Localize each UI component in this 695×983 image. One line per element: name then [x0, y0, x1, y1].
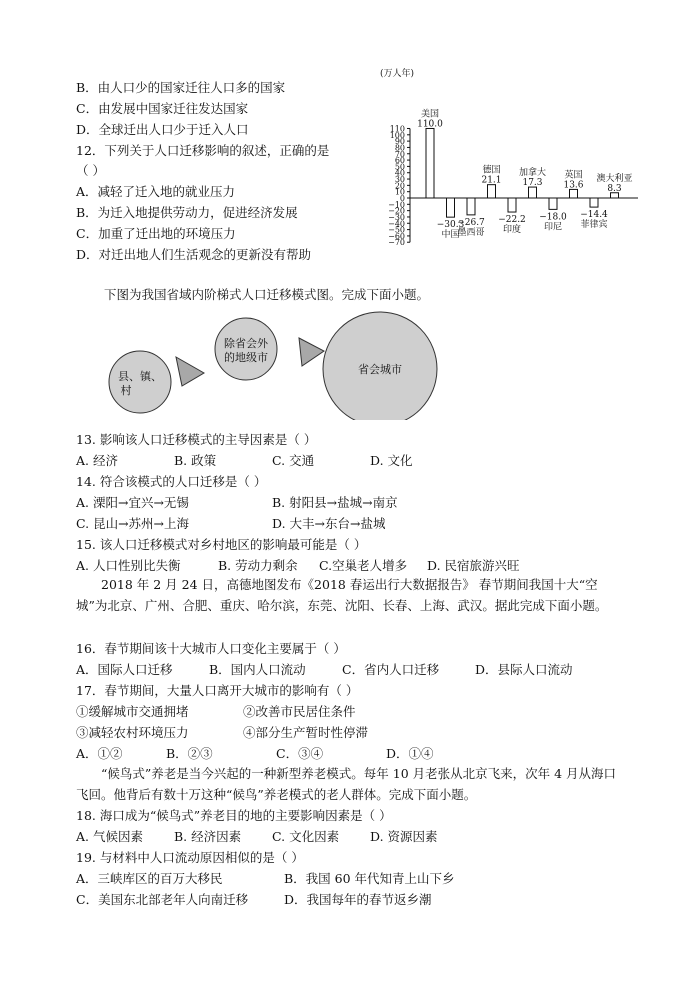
- category-label: 美国: [420, 109, 440, 120]
- y-tick-label: 70: [394, 149, 405, 159]
- value-label: 21.1: [481, 175, 502, 186]
- y-tick-label: 30: [394, 175, 405, 185]
- q15-options: [76, 558, 520, 574]
- bar: [508, 198, 516, 212]
- q17-options: [76, 746, 434, 762]
- q17-statements-12: [76, 704, 356, 720]
- y-tick-label: −10: [388, 200, 405, 210]
- q17-stem: 17．春节期间，大量人口离开大城市的影响有（ ）: [76, 683, 359, 698]
- county-town-village-label-2: 村: [120, 384, 132, 397]
- bar: [467, 198, 475, 215]
- q13-options: [76, 453, 413, 469]
- q12-stem: 12．下列关于人口迁移影响的叙述，正确的是: [76, 143, 330, 158]
- y-tick-label: −20: [388, 206, 405, 216]
- q15-option-d: D. 民宿旅游兴旺: [427, 558, 520, 573]
- y-tick-label: 110: [389, 124, 405, 134]
- y-tick-label: 60: [394, 156, 405, 166]
- q16-option-d: D．县际人口流动: [475, 662, 573, 677]
- stepwise-migration-diagram: [100, 302, 440, 420]
- q15-option-a: A. 人口性别比失衡: [76, 558, 181, 573]
- q19-option-a: A．三峡库区的百万大移民: [76, 871, 223, 886]
- y-tick-label: 50: [394, 162, 405, 172]
- q14-option-b: B. 射阳县→盐城→南京: [272, 495, 398, 510]
- passage-18-19: “候鸟式”养老是当今兴起的一种新型养老模式。每年 10 月老张从北京飞来，次年 4 月从海口飞回。他背后有数十万这种“候鸟”养老模式的老人群体。完成下面小题。: [76, 766, 617, 802]
- q19-option-b: B．我国 60 年代知青上山下乡: [284, 871, 455, 886]
- q17-statements-34: [76, 725, 368, 741]
- q15-option-c: C.空巢老人增多: [319, 558, 408, 573]
- q17-option-a: A．①②: [76, 746, 123, 761]
- value-label: 17.3: [522, 178, 543, 189]
- q16-stem: 16．春节期间该十大城市人口变化主要属于（ ）: [76, 641, 346, 656]
- bar: [590, 198, 598, 207]
- passage-16-17: 2018 年 2 月 24 日，高德地图发布《2018 春运出行大数据报告》 春节期间我国十大“空城”为北京、广州、合肥、重庆、哈尔滨，东莞、沈阳、长春、上海、武汉。据此完成下面小题。: [76, 577, 608, 613]
- value-label: −18.0: [539, 212, 567, 223]
- q13-option-d: D. 文化: [370, 453, 413, 468]
- y-tick-label: 40: [394, 168, 405, 178]
- category-label: 墨西哥: [457, 227, 485, 238]
- category-label: 中国: [441, 230, 460, 241]
- migration-bar-chart: [376, 66, 646, 276]
- q16-option-b: B．国内人口流动: [209, 662, 306, 677]
- category-label: 加拿大: [518, 168, 547, 179]
- q17-option-d: D．①④: [386, 746, 434, 761]
- q16-option-c: C．省内人口迁移: [342, 662, 440, 677]
- y-tick-label: −40: [388, 219, 405, 229]
- category-label: 印度: [502, 225, 522, 236]
- y-tick-label: 10: [394, 187, 405, 197]
- value-label: 13.6: [563, 180, 584, 191]
- q11-option-b: B．由人口少的国家迁往人口多的国家: [76, 80, 286, 95]
- q14-options-cd: [76, 516, 385, 532]
- q11-option-d: D．全球迁出人口少于迁入人口: [76, 122, 249, 137]
- q17-statement-1: ①缓解城市交通拥堵: [76, 704, 189, 719]
- bar: [570, 189, 578, 198]
- category-label: 澳大利亚: [596, 173, 633, 184]
- q13-option-b: B. 政策: [174, 453, 217, 468]
- q14-option-a: A. 溧阳→宜兴→无锡: [76, 495, 189, 510]
- y-tick-label: 0: [399, 194, 405, 203]
- q13-option-a: A. 经济: [76, 453, 118, 468]
- q17-option-b: B．②③: [166, 746, 213, 761]
- q16-options: [76, 662, 573, 678]
- q16-option-a: A．国际人口迁移: [76, 662, 173, 677]
- value-label: −14.4: [580, 210, 608, 221]
- value-label: 110.0: [417, 119, 443, 130]
- q19-option-d: D．我国每年的春节返乡潮: [284, 892, 432, 907]
- prefecture-city-label-2: 的地级市: [224, 351, 268, 364]
- category-label: 英国: [564, 170, 583, 181]
- arrow-triangle-2: [299, 338, 324, 366]
- arrow-triangle-1: [176, 357, 204, 386]
- category-label: 菲律宾: [580, 220, 608, 231]
- q18-options: [76, 829, 438, 845]
- y-tick-label: −60: [388, 231, 405, 241]
- q13-stem: 13. 影响该人口迁移模式的主导因素是（ ）: [76, 432, 317, 447]
- prefecture-city-label-1: 除省会外: [224, 337, 268, 350]
- q17-option-c: C．③④: [276, 746, 324, 761]
- y-tick-label: 90: [394, 137, 405, 147]
- q15-stem: 15. 该人口迁移模式对乡村地区的影响最可能是（ ）: [76, 537, 367, 552]
- q18-option-a: A. 气候因素: [76, 829, 143, 844]
- q19-stem: 19. 与材料中人口流动原因相似的是（ ）: [76, 850, 304, 865]
- q12-option-b: B．为迁入地提供劳动力，促进经济发展: [76, 205, 298, 220]
- q17-statement-3: ③减轻农村环境压力: [76, 725, 189, 740]
- q18-option-b: B. 经济因素: [174, 829, 242, 844]
- q14-option-c: C. 昆山→苏州→上海: [76, 516, 190, 531]
- bar: [447, 198, 455, 217]
- q14-option-d: D. 大丰→东台→盐城: [272, 516, 386, 531]
- q18-stem: 18. 海口成为“候鸟式”养老目的地的主要影响因素是（ ）: [76, 808, 392, 823]
- q14-options-ab: [76, 495, 398, 511]
- chart-unit-label: (万人年): [380, 69, 415, 79]
- q12-option-c: C．加重了迁出地的环境压力: [76, 226, 236, 241]
- q12-option-a: A．减轻了迁入地的就业压力: [76, 184, 236, 199]
- category-label: 德国: [482, 165, 501, 176]
- q17-statement-4: ④部分生产暂时性停滞: [243, 725, 369, 740]
- value-label: −30.3: [436, 220, 465, 231]
- q15-option-b: B. 劳动力剩余: [218, 558, 298, 573]
- q12-option-d: D．对迁出地人们生活观念的更新没有帮助: [76, 247, 312, 262]
- q19-options-ab: [76, 871, 455, 887]
- y-tick-label: −50: [388, 225, 405, 235]
- county-town-village-label-1: 县、镇、: [118, 370, 162, 383]
- y-tick-label: −30: [388, 212, 405, 222]
- bar: [529, 187, 537, 198]
- q19-option-c: C．美国东北部老年人向南迁移: [76, 892, 249, 907]
- q17-statement-2: ②改善市民居住条件: [243, 704, 356, 719]
- q18-option-c: C. 文化因素: [272, 829, 340, 844]
- q18-option-d: D. 资源因素: [370, 829, 438, 844]
- intro-13-15: 下图为我国省域内阶梯式人口迁移模式图。完成下面小题。: [104, 287, 430, 302]
- bar: [488, 185, 496, 198]
- q13-option-c: C. 交通: [272, 453, 315, 468]
- q19-options-cd: [76, 892, 432, 908]
- y-tick-label: 20: [394, 181, 405, 191]
- y-tick-label: −70: [388, 238, 405, 248]
- q14-stem: 14. 符合该模式的人口迁移是（ ）: [76, 474, 267, 489]
- provincial-capital-label: 省会城市: [358, 363, 402, 376]
- y-tick-label: 100: [389, 130, 405, 140]
- y-tick-label: 80: [394, 143, 405, 153]
- category-label: 印尼: [543, 222, 563, 233]
- bar: [426, 128, 434, 198]
- q11-option-c: C．由发展中国家迁往发达国家: [76, 101, 249, 116]
- bar: [549, 198, 557, 209]
- q12-answer-blank: （ ）: [76, 163, 105, 178]
- value-label: −22.2: [498, 215, 526, 226]
- value-label: −26.7: [457, 217, 485, 228]
- value-label: 8.3: [607, 183, 622, 194]
